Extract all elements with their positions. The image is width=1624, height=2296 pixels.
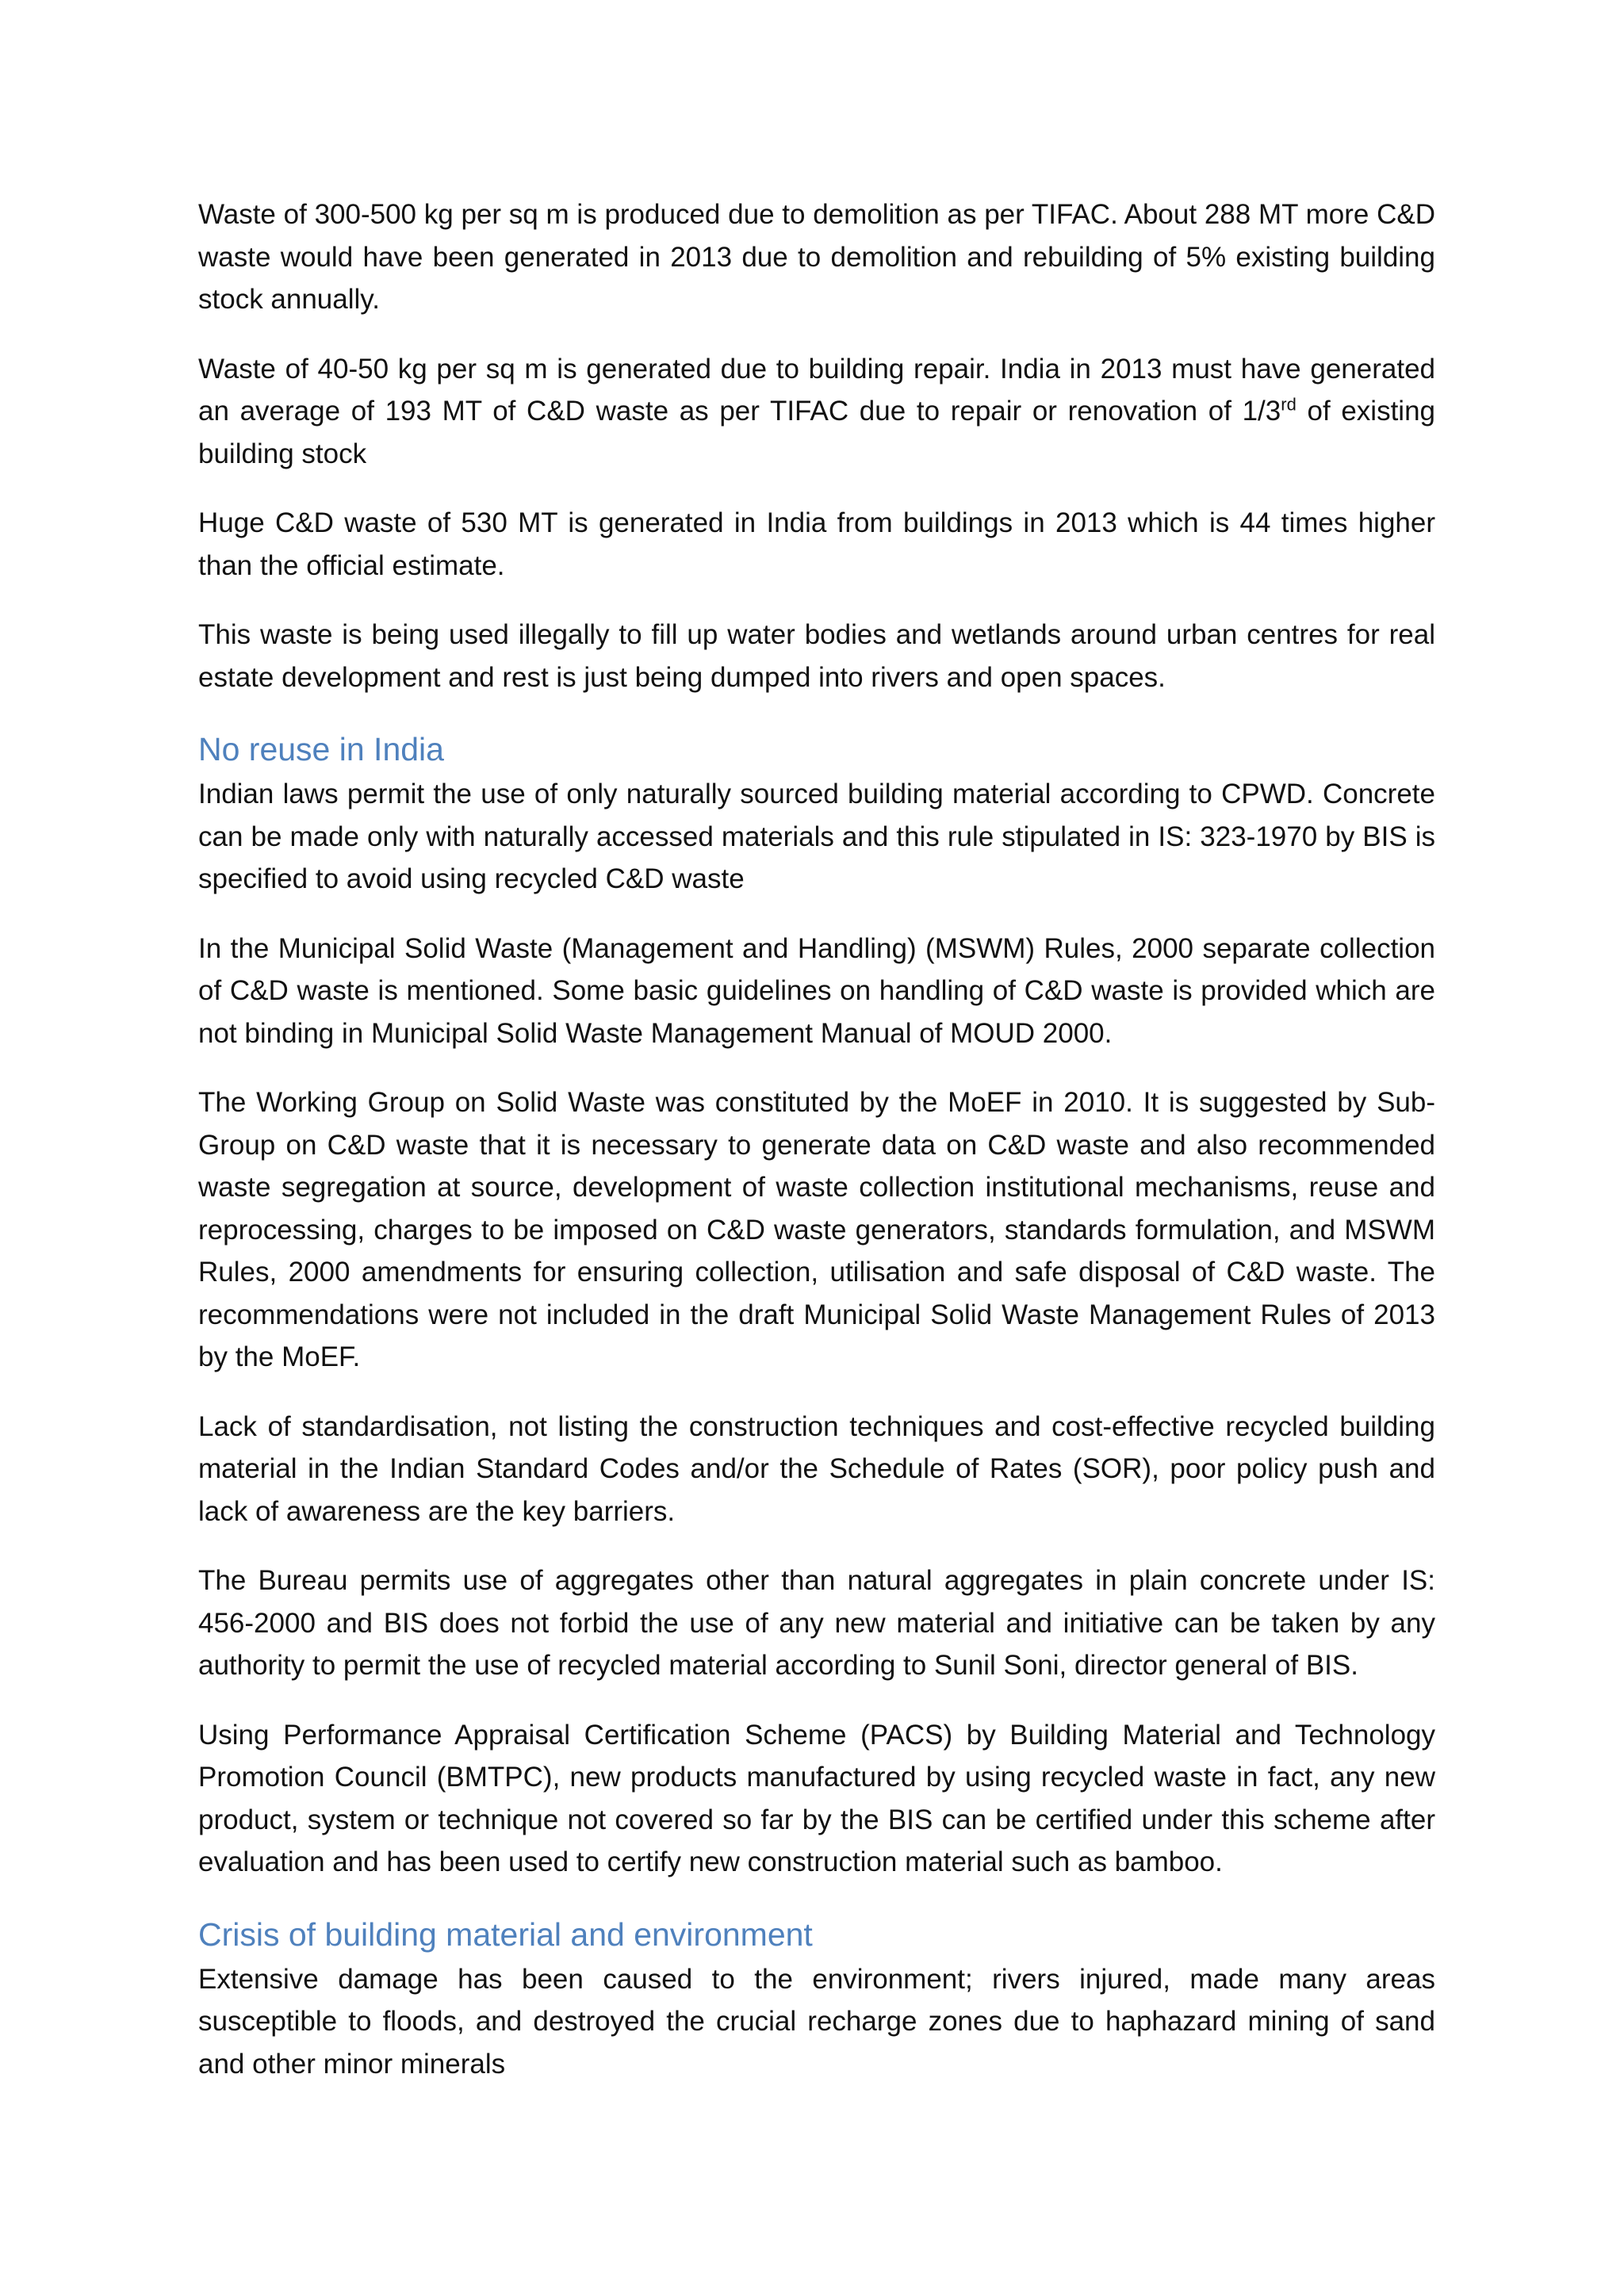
paragraph-repair-waste-tail: of existing building stock [198,396,1435,469]
paragraph-bureau-permits: The Bureau permits use of aggregates other than natural aggregates in plain concrete under IS: 456-2000 and BIS does not forbid the use of any new material and initiative can be taken by any authority to permit the use of recycled material according to Sunil Soni, director general of BIS. [198,1565,1435,1681]
paragraph-illegal-use: This waste is being used illegally to fill up water bodies and wetlands around urban centres for real estate development and rest is just being dumped into rivers and open spaces. [198,619,1435,693]
paragraph-demolition-waste: Waste of 300-500 kg per sq m is produced due to demolition as per TIFAC. About 288 MT more C&D waste would have been generated in 2013 due to demolition and rebuilding of 5% existing building stock annually. [198,199,1435,315]
superscript-ordinal: rd [1281,394,1297,415]
heading-no-reuse-in-india: No reuse in India [198,731,444,767]
paragraph-pacs-scheme: Using Performance Appraisal Certification Scheme (PACS) by Building Material and Technology Promotion Council (BMTPC), new products manufactured by using recycled waste in fact, any new product, system or technique not covered so far by the BIS can be certified under this scheme after evaluation and has been used to certify new construction material such as bamboo. [198,1719,1435,1877]
paragraph-huge-waste: Huge C&D waste of 530 MT is generated in India from buildings in 2013 which is 44 times higher than the official estimate. [198,507,1435,581]
paragraph-environment-damage: Extensive damage has been caused to the environment; rivers injured, made many areas susceptible to floods, and destroyed the crucial recharge zones due to haphazard mining of sand and other minor minerals [198,1963,1435,2080]
paragraph-repair-waste [198,348,1435,476]
paragraph-indian-laws: Indian laws permit the use of only naturally sourced building material according to CPWD. Concrete can be made only with naturally accessed materials and this rule stipulated in IS: 323-1970 by BIS is specified to avoid using recycled C&D waste [198,779,1435,894]
heading-crisis-of-building-material: Crisis of building material and environment [198,1915,813,1953]
paragraph-working-group: The Working Group on Solid Waste was constituted by the MoEF in 2010. It is suggested by Sub-Group on C&D waste that it is necessary to generate data on C&D waste and also recommended waste segregation at source, development of waste collection institutional mechanisms, reuse and reprocessing, charges to be imposed on C&D waste generators, standards formulation, and MSWM Rules, 2000 amendments for ensuring collection, utilisation and safe disposal of C&D waste. The recommendations were not included in the draft Municipal Solid Waste Management Rules of 2013 by the MoEF. [198,1087,1435,1372]
paragraph-key-barriers: Lack of standardisation, not listing the construction techniques and cost-effective recycled building material in the Indian Standard Codes and/or the Schedule of Rates (SOR), poor policy push and lack of awareness are the key barriers. [198,1410,1435,1527]
paragraph-mswm-rules: In the Municipal Solid Waste (Management and Handling) (MSWM) Rules, 2000 separate collection of C&D waste is mentioned. Some basic guidelines on handling of C&D waste is provided which are not binding in Municipal Solid Waste Management Manual of MOUD 2000. [198,932,1435,1049]
document-page [198,193,1435,2112]
paragraph-repair-waste-text: Waste of 40-50 kg per sq m is generated due to building repair. India in 2013 must have generated an average of 193 MT of C&D waste as per TIFAC due to repair or renovation of 1/3 [198,353,1435,427]
